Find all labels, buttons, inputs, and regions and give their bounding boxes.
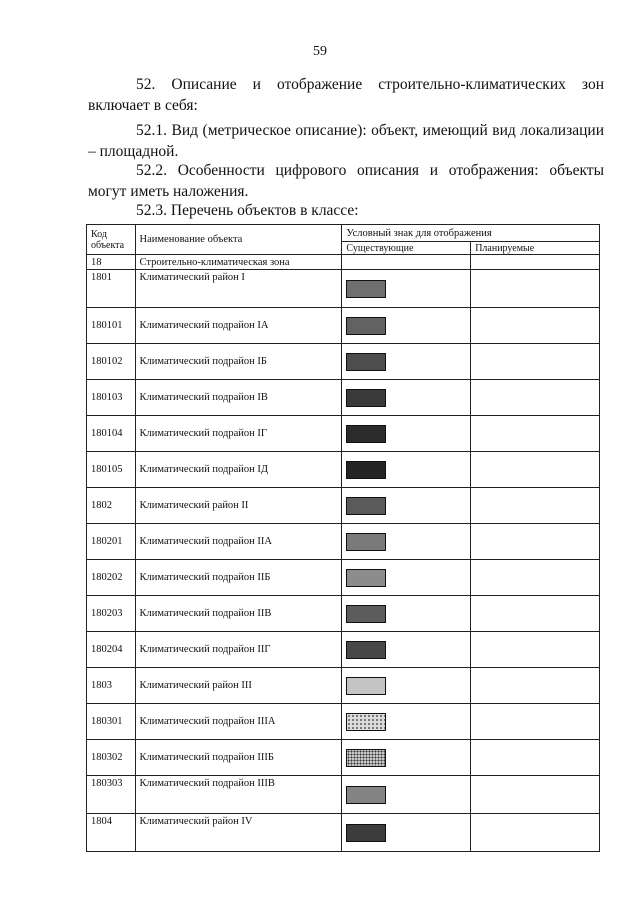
symbol-swatch xyxy=(346,569,386,587)
planned-symbol-cell xyxy=(471,524,600,560)
object-code: 180105 xyxy=(87,452,136,488)
planned-symbol-cell xyxy=(471,416,600,452)
symbol-swatch xyxy=(346,641,386,659)
symbol-swatch xyxy=(346,605,386,623)
group-name: Строительно-климатическая зона xyxy=(135,255,342,270)
existing-symbol-cell xyxy=(342,740,471,776)
existing-symbol-cell xyxy=(342,488,471,524)
object-name: Климатический подрайон IIIB xyxy=(135,776,342,814)
table-row xyxy=(87,776,600,814)
existing-symbol-cell xyxy=(342,596,471,632)
table-row xyxy=(87,488,600,524)
planned-symbol-cell xyxy=(471,380,600,416)
object-name: Климатический подрайон IIB xyxy=(135,596,342,632)
existing-symbol-cell xyxy=(342,524,471,560)
object-code: 180203 xyxy=(87,596,136,632)
header-planned: Планируемые xyxy=(471,242,600,255)
object-code: 1804 xyxy=(87,814,136,852)
header-existing: Существующие xyxy=(342,242,471,255)
object-code: 1802 xyxy=(87,488,136,524)
group-code: 18 xyxy=(87,255,136,270)
table-row xyxy=(87,704,600,740)
paragraph-52 xyxy=(88,74,604,116)
existing-symbol-cell xyxy=(342,632,471,668)
planned-symbol-cell xyxy=(471,308,600,344)
paragraph-52-1-text: 52.1. Вид (метрическое описание): объект, имеющий вид локализации – площадной. xyxy=(88,122,604,160)
group-row xyxy=(87,255,600,270)
paragraph-52-1 xyxy=(88,120,604,162)
existing-symbol-cell xyxy=(342,416,471,452)
group-existing-cell xyxy=(342,255,471,270)
object-name: Климатический район I xyxy=(135,270,342,308)
symbol-swatch xyxy=(346,713,386,731)
existing-symbol-cell xyxy=(342,560,471,596)
table-row xyxy=(87,344,600,380)
table-row xyxy=(87,524,600,560)
table-row xyxy=(87,452,600,488)
object-code: 180302 xyxy=(87,740,136,776)
planned-symbol-cell xyxy=(471,270,600,308)
planned-symbol-cell xyxy=(471,452,600,488)
object-code: 180103 xyxy=(87,380,136,416)
symbol-swatch xyxy=(346,749,386,767)
symbol-swatch xyxy=(346,461,386,479)
planned-symbol-cell xyxy=(471,740,600,776)
symbol-swatch xyxy=(346,497,386,515)
symbol-swatch xyxy=(346,353,386,371)
existing-symbol-cell xyxy=(342,452,471,488)
paragraph-52-3 xyxy=(88,200,604,221)
object-name: Климатический подрайон IБ xyxy=(135,344,342,380)
object-code: 1803 xyxy=(87,668,136,704)
existing-symbol-cell xyxy=(342,308,471,344)
symbol-swatch xyxy=(346,317,386,335)
object-code: 180303 xyxy=(87,776,136,814)
object-name: Климатический подрайон IIIA xyxy=(135,704,342,740)
paragraph-52-2 xyxy=(88,160,604,202)
paragraph-52-3-text: 52.3. Перечень объектов в классе: xyxy=(136,202,359,219)
existing-symbol-cell xyxy=(342,344,471,380)
object-code: 180204 xyxy=(87,632,136,668)
symbol-swatch xyxy=(346,280,386,298)
planned-symbol-cell xyxy=(471,632,600,668)
planned-symbol-cell xyxy=(471,668,600,704)
symbol-swatch xyxy=(346,425,386,443)
table-row xyxy=(87,416,600,452)
existing-symbol-cell xyxy=(342,704,471,740)
table-row xyxy=(87,814,600,852)
symbol-swatch xyxy=(346,786,386,804)
planned-symbol-cell xyxy=(471,344,600,380)
paragraph-52-text: 52. Описание и отображение строительно-климатических зон включает в себя: xyxy=(88,76,604,114)
planned-symbol-cell xyxy=(471,560,600,596)
existing-symbol-cell xyxy=(342,380,471,416)
table-row xyxy=(87,740,600,776)
existing-symbol-cell xyxy=(342,270,471,308)
header-symbol: Условный знак для отображения xyxy=(342,225,600,242)
object-name: Климатический подрайон IIГ xyxy=(135,632,342,668)
objects-table xyxy=(86,224,600,852)
existing-symbol-cell xyxy=(342,776,471,814)
symbol-swatch xyxy=(346,677,386,695)
symbol-swatch xyxy=(346,533,386,551)
object-code: 1801 xyxy=(87,270,136,308)
planned-symbol-cell xyxy=(471,776,600,814)
existing-symbol-cell xyxy=(342,668,471,704)
object-name: Климатический район II xyxy=(135,488,342,524)
table-row xyxy=(87,270,600,308)
page-number: 59 xyxy=(313,44,327,59)
table-row xyxy=(87,632,600,668)
object-code: 180202 xyxy=(87,560,136,596)
object-name: Климатический подрайон IIIБ xyxy=(135,740,342,776)
object-code: 180102 xyxy=(87,344,136,380)
table-row xyxy=(87,596,600,632)
planned-symbol-cell xyxy=(471,596,600,632)
table-row xyxy=(87,560,600,596)
existing-symbol-cell xyxy=(342,814,471,852)
table-row xyxy=(87,308,600,344)
planned-symbol-cell xyxy=(471,704,600,740)
symbol-swatch xyxy=(346,824,386,842)
symbol-swatch xyxy=(346,389,386,407)
object-name: Климатический подрайон IIA xyxy=(135,524,342,560)
table-row xyxy=(87,668,600,704)
header-name: Наименование объекта xyxy=(135,225,342,255)
object-code: 180301 xyxy=(87,704,136,740)
object-name: Климатический подрайон IIБ xyxy=(135,560,342,596)
object-name: Климатический подрайон IГ xyxy=(135,416,342,452)
object-code: 180104 xyxy=(87,416,136,452)
planned-symbol-cell xyxy=(471,814,600,852)
object-code: 180101 xyxy=(87,308,136,344)
object-name: Климатический подрайон IB xyxy=(135,380,342,416)
planned-symbol-cell xyxy=(471,488,600,524)
object-name: Климатический подрайон IA xyxy=(135,308,342,344)
table-row xyxy=(87,380,600,416)
header-code: Код объекта xyxy=(87,225,136,255)
object-code: 180201 xyxy=(87,524,136,560)
paragraph-52-2-text: 52.2. Особенности цифрового описания и отображения: объекты могут иметь наложения. xyxy=(88,162,604,200)
object-name: Климатический район IV xyxy=(135,814,342,852)
group-planned-cell xyxy=(471,255,600,270)
object-name: Климатический район III xyxy=(135,668,342,704)
object-name: Климатический подрайон IД xyxy=(135,452,342,488)
